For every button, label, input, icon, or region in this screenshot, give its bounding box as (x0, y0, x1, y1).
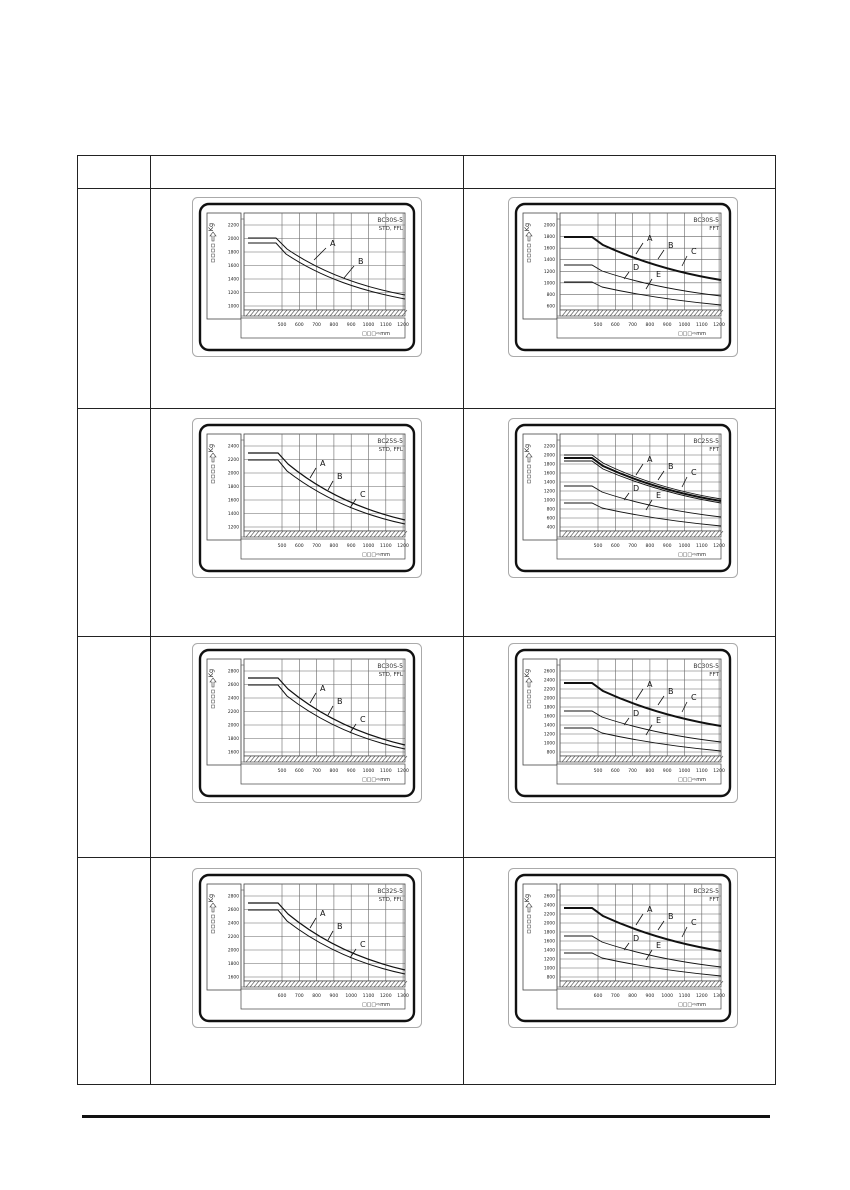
y-tick-label: 1200 (543, 269, 555, 275)
x-tick-label: 1200 (713, 544, 725, 549)
curve-label: A (647, 905, 653, 914)
y-tick-label: 600 (546, 304, 555, 310)
variant-label: FFT (709, 672, 719, 678)
x-tick-label: 1200 (397, 323, 409, 328)
y-tick-label: 1400 (543, 258, 555, 264)
curve-label: B (668, 241, 674, 250)
x-tick-label: 1200 (397, 769, 409, 774)
y-tick-label: 1400 (543, 723, 555, 729)
y-tick-label: 1600 (227, 750, 239, 756)
x-tick-label: 700 (312, 323, 321, 328)
variant-label: STD, FFL (378, 672, 403, 678)
load-chart-svg (192, 418, 422, 578)
y-tick-label: 1600 (227, 264, 239, 269)
x-tick-label: 600 (610, 323, 620, 328)
model-label: BC32S-5 (693, 888, 719, 895)
load-chart-svg (192, 197, 422, 357)
y-tick-label: 2000 (543, 696, 555, 702)
y-tick-label: 1000 (543, 498, 555, 504)
plot-area (560, 434, 721, 531)
y-tick-label: 1200 (227, 291, 239, 296)
y-unit-label: Kg (207, 222, 215, 232)
curve-label: E (656, 716, 662, 725)
x-tick-label: 1000 (362, 769, 375, 774)
curve-label: B (337, 472, 343, 481)
y-tick-label: 2200 (227, 710, 239, 715)
variant-label: STD, FFL (378, 226, 403, 232)
curve-label: C (691, 247, 697, 256)
x-tick-label: 800 (628, 994, 637, 999)
y-tick-label: 1600 (543, 246, 555, 252)
y-tick-label: 1000 (543, 281, 555, 287)
load-chart-table (77, 155, 776, 1085)
curve-label: D (633, 709, 640, 718)
curve-label: E (656, 270, 662, 279)
curve-label: D (633, 934, 640, 943)
y-tick-label: 2000 (543, 453, 555, 459)
y-tick-label: 2000 (227, 723, 239, 729)
curve-label: C (360, 490, 366, 499)
x-tick-label: 800 (645, 323, 655, 328)
x-tick-label: 1000 (678, 769, 691, 774)
plot-area (560, 213, 721, 310)
curve-label: C (691, 468, 697, 477)
x-tick-label: 1000 (345, 994, 358, 999)
x-tick-label: 600 (294, 769, 304, 774)
model-label: BC30S-5 (693, 217, 719, 224)
x-unit-label: □□□⇨mm (361, 552, 391, 558)
x-tick-label: 1000 (362, 323, 375, 328)
x-unit-label: □□□⇨mm (677, 1002, 707, 1008)
x-tick-label: 900 (645, 994, 655, 999)
x-tick-label: 500 (593, 544, 603, 549)
y-tick-label: 1800 (227, 737, 239, 742)
load-chart-svg (508, 868, 738, 1028)
curve-label: B (337, 697, 343, 706)
y-tick-label: 2000 (227, 471, 239, 477)
x-tick-label: 1100 (678, 994, 691, 999)
x-tick-label: 1100 (362, 994, 375, 999)
footer-rule (82, 1115, 770, 1118)
curve-label: B (668, 687, 674, 696)
x-tick-label: 1200 (695, 994, 708, 999)
header-divider (78, 188, 775, 189)
x-tick-label: 1300 (713, 994, 725, 999)
x-tick-label: 700 (628, 323, 637, 328)
row-divider (78, 857, 775, 858)
x-tick-label: 800 (645, 544, 655, 549)
y-tick-label: 1000 (543, 966, 555, 972)
y-tick-label: 800 (546, 750, 555, 756)
load-chart-svg (508, 643, 738, 803)
variant-label: FFT (709, 897, 719, 903)
x-tick-label: 700 (294, 994, 304, 999)
curve-label: B (668, 912, 674, 921)
model-label: BC32S-5 (377, 888, 403, 895)
curve-label: B (358, 257, 364, 266)
x-tick-label: 500 (277, 323, 287, 328)
x-tick-label: 800 (329, 544, 339, 549)
curve-label: B (337, 922, 343, 931)
curve-label: E (656, 491, 662, 500)
y-tick-label: 800 (546, 507, 555, 513)
y-unit-label: Kg (207, 893, 215, 903)
y-tick-label: 2400 (543, 903, 555, 909)
x-unit-label: □□□⇨mm (677, 331, 707, 337)
x-tick-label: 500 (277, 769, 287, 774)
y-tick-label: 2000 (227, 237, 239, 242)
y-tick-label: 1600 (543, 714, 555, 720)
y-tick-label: 2200 (227, 223, 239, 229)
x-tick-label: 800 (312, 994, 321, 999)
x-tick-label: 1100 (379, 769, 392, 774)
load-chart-panel (192, 643, 422, 807)
x-unit-label: □□□⇨mm (361, 331, 391, 337)
y-tick-label: 2200 (227, 458, 239, 463)
y-tick-label: 2200 (227, 935, 239, 940)
curve-label: C (691, 693, 697, 702)
y-tick-label: 2600 (543, 669, 555, 675)
y-tick-label: 1800 (227, 250, 239, 256)
x-tick-label: 500 (593, 323, 603, 328)
y-unit-label: Kg (523, 222, 531, 232)
curve-label: C (691, 918, 697, 927)
y-tick-label: 2400 (227, 921, 239, 927)
y-unit-label: Kg (523, 893, 531, 903)
model-label: BC30S-5 (377, 663, 403, 670)
x-tick-label: 1300 (397, 994, 409, 999)
y-tick-label: 1800 (543, 705, 555, 711)
row-divider (78, 636, 775, 637)
column-divider (150, 156, 151, 1084)
y-tick-label: 2600 (227, 908, 239, 913)
y-tick-label: 2200 (543, 912, 555, 918)
y-tick-label: 2600 (543, 894, 555, 900)
plot-area (560, 659, 721, 756)
y-unit-label: Kg (207, 668, 215, 678)
y-tick-label: 1800 (227, 962, 239, 967)
load-chart-svg (192, 868, 422, 1028)
y-tick-label: 2400 (227, 444, 239, 450)
column-divider (463, 156, 464, 1084)
y-tick-label: 1800 (227, 485, 239, 490)
x-tick-label: 600 (277, 994, 287, 999)
y-tick-label: 1600 (543, 471, 555, 477)
x-tick-label: 1100 (695, 323, 708, 328)
x-tick-label: 700 (610, 994, 620, 999)
model-label: BC25S-5 (693, 438, 719, 445)
x-unit-label: □□□⇨mm (361, 777, 391, 783)
y-tick-label: 1800 (543, 462, 555, 468)
curve-label: D (633, 484, 640, 493)
curve-label: A (320, 909, 326, 918)
y-tick-label: 800 (546, 975, 555, 981)
y-tick-label: 1400 (227, 512, 239, 517)
x-unit-label: □□□⇨mm (677, 777, 707, 783)
load-chart-svg (192, 643, 422, 803)
load-chart-panel (508, 197, 738, 361)
curve-label: B (668, 462, 674, 471)
curve-label: A (647, 680, 653, 689)
x-tick-label: 900 (662, 323, 672, 328)
load-chart-svg (508, 197, 738, 357)
y-unit-label: Kg (523, 443, 531, 453)
x-tick-label: 900 (329, 994, 339, 999)
load-chart-panel (508, 643, 738, 807)
y-tick-label: 2800 (227, 894, 239, 900)
load-chart-panel (192, 418, 422, 582)
y-tick-label: 1200 (543, 489, 555, 495)
x-tick-label: 500 (277, 544, 287, 549)
curve-label: A (330, 239, 336, 248)
x-tick-label: 1100 (379, 544, 392, 549)
y-tick-label: 1800 (543, 930, 555, 936)
x-tick-label: 900 (346, 323, 356, 328)
x-tick-label: 700 (312, 769, 321, 774)
x-tick-label: 600 (610, 544, 620, 549)
plot-area (560, 884, 721, 981)
y-tick-label: 2200 (543, 444, 555, 450)
y-unit-label: Kg (207, 443, 215, 453)
model-label: BC25S-5 (377, 438, 403, 445)
x-tick-label: 700 (628, 544, 637, 549)
x-tick-label: 900 (346, 769, 356, 774)
curve-label: D (633, 263, 640, 272)
x-tick-label: 600 (294, 323, 304, 328)
load-chart-panel (508, 868, 738, 1032)
y-tick-label: 2000 (543, 223, 555, 229)
row-divider (78, 408, 775, 409)
variant-label: STD, FFL (378, 897, 403, 903)
x-tick-label: 700 (628, 769, 637, 774)
x-tick-label: 600 (593, 994, 603, 999)
load-chart-panel (508, 418, 738, 582)
curve-label: E (656, 941, 662, 950)
x-tick-label: 1200 (397, 544, 409, 549)
x-tick-label: 1100 (379, 323, 392, 328)
x-tick-label: 600 (294, 544, 304, 549)
y-unit-label: Kg (523, 668, 531, 678)
x-tick-label: 900 (346, 544, 356, 549)
x-unit-label: □□□⇨mm (677, 552, 707, 558)
y-tick-label: 1000 (543, 741, 555, 747)
x-tick-label: 800 (329, 323, 339, 328)
x-tick-label: 500 (593, 769, 603, 774)
y-tick-label: 1200 (227, 525, 239, 531)
curve-label: A (320, 684, 326, 693)
y-tick-label: 2400 (227, 696, 239, 702)
y-tick-label: 1600 (543, 939, 555, 945)
y-tick-label: 1800 (543, 235, 555, 241)
y-tick-label: 1400 (543, 480, 555, 486)
x-tick-label: 1200 (713, 323, 725, 328)
x-tick-label: 1000 (362, 544, 375, 549)
y-tick-label: 1600 (227, 498, 239, 504)
y-tick-label: 2000 (227, 948, 239, 954)
y-tick-label: 2600 (227, 683, 239, 688)
y-tick-label: 800 (546, 292, 555, 298)
variant-label: STD, FFL (378, 447, 403, 453)
curve-label: A (647, 234, 653, 243)
x-tick-label: 1200 (379, 994, 392, 999)
y-tick-label: 1600 (227, 975, 239, 981)
y-tick-label: 1200 (543, 957, 555, 963)
y-tick-label: 400 (546, 525, 555, 531)
x-tick-label: 1000 (678, 544, 691, 549)
y-tick-label: 1200 (543, 732, 555, 738)
x-tick-label: 600 (610, 769, 620, 774)
y-tick-label: 2800 (227, 669, 239, 675)
y-tick-label: 600 (546, 516, 555, 522)
x-tick-label: 700 (312, 544, 321, 549)
variant-label: FFT (709, 447, 719, 453)
x-tick-label: 900 (662, 769, 672, 774)
y-tick-label: 2000 (543, 921, 555, 927)
x-tick-label: 1000 (678, 323, 691, 328)
model-label: BC30S-5 (377, 217, 403, 224)
x-tick-label: 1200 (713, 769, 725, 774)
x-tick-label: 1000 (661, 994, 674, 999)
curve-label: C (360, 715, 366, 724)
load-chart-panel (192, 197, 422, 361)
curve-label: C (360, 940, 366, 949)
x-tick-label: 800 (329, 769, 339, 774)
variant-label: FFT (709, 226, 719, 232)
x-unit-label: □□□⇨mm (361, 1002, 391, 1008)
y-tick-label: 1400 (227, 277, 239, 283)
model-label: BC30S-5 (693, 663, 719, 670)
y-tick-label: 1000 (227, 304, 239, 310)
y-tick-label: 2200 (543, 687, 555, 693)
y-tick-label: 1400 (543, 948, 555, 954)
load-chart-panel (192, 868, 422, 1032)
y-tick-label: 2400 (543, 678, 555, 684)
curve-label: A (647, 455, 653, 464)
x-tick-label: 1100 (695, 544, 708, 549)
curve-label: A (320, 459, 326, 468)
load-chart-svg (508, 418, 738, 578)
x-tick-label: 900 (662, 544, 672, 549)
x-tick-label: 800 (645, 769, 655, 774)
x-tick-label: 1100 (695, 769, 708, 774)
